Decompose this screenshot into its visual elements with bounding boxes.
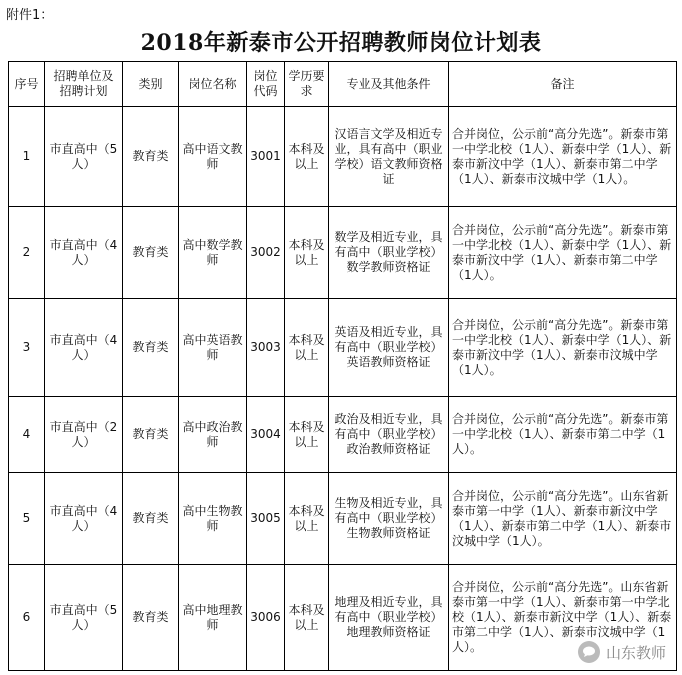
cell-category: 教育类 (123, 565, 179, 671)
cell-remark: 合并岗位，公示前“高分先选”。山东省新泰市第一中学（1人）、新泰市第一中学北校（1人）、新泰市新汶中学（1人）、新泰市第二中学（1人）、新泰市汶城中学（1人）。 (449, 565, 677, 671)
watermark (574, 639, 670, 665)
cell-unit: 市直高中（4人） (45, 207, 123, 299)
cell-position: 高中语文教师 (179, 107, 247, 207)
cell-unit: 市直高中（4人） (45, 473, 123, 565)
cell-no: 5 (9, 473, 45, 565)
cell-remark: 合并岗位，公示前“高分先选”。新泰市第一中学北校（1人）、新泰中学（1人）、新泰市新汶中学（1人）、新泰市汶城中学（1人）。 (449, 299, 677, 397)
header-remark: 备注 (449, 62, 677, 107)
cell-unit: 市直高中（2人） (45, 397, 123, 473)
watermark-text: 山东教师 (605, 643, 666, 662)
header-code: 岗位代码 (247, 62, 285, 107)
table-row (9, 473, 677, 565)
cell-code: 3001 (247, 107, 285, 207)
header-no: 序号 (9, 62, 45, 107)
cell-major: 地理及相近专业，具有高中（职业学校）地理教师资格证 (329, 565, 449, 671)
cell-major: 汉语言文学及相近专业，具有高中（职业学校）语文教师资格证 (329, 107, 449, 207)
cell-education: 本科及以上 (285, 107, 329, 207)
header-position: 岗位名称 (179, 62, 247, 107)
cell-no: 1 (9, 107, 45, 207)
header-category: 类别 (123, 62, 179, 107)
cell-position: 高中英语教师 (179, 299, 247, 397)
chat-bubble-icon (578, 641, 600, 663)
cell-unit: 市直高中（5人） (45, 565, 123, 671)
recruitment-table (8, 61, 677, 671)
cell-category: 教育类 (123, 397, 179, 473)
cell-position: 高中生物教师 (179, 473, 247, 565)
cell-category: 教育类 (123, 473, 179, 565)
cell-code: 3002 (247, 207, 285, 299)
cell-remark: 合并岗位，公示前“高分先选”。山东省新泰市第一中学（1人）、新泰市新汶中学（1人）、新泰市第二中学（1人）、新泰市汶城中学（1人）。 (449, 473, 677, 565)
cell-code: 3005 (247, 473, 285, 565)
cell-remark: 合并岗位，公示前“高分先选”。新泰市第一中学北校（1人）、新泰中学（1人）、新泰市新汶中学（1人）、新泰市第二中学（1人）。 (449, 207, 677, 299)
attachment-label: 附件1： (6, 8, 54, 23)
cell-unit: 市直高中（4人） (45, 299, 123, 397)
cell-no: 4 (9, 397, 45, 473)
cell-major: 生物及相近专业，具有高中（职业学校）生物教师资格证 (329, 473, 449, 565)
cell-remark: 合并岗位，公示前“高分先选”。新泰市第一中学北校（1人）、新泰市第二中学（1人）。 (449, 397, 677, 473)
table-row (9, 299, 677, 397)
cell-remark: 合并岗位，公示前“高分先选”。新泰市第一中学北校（1人）、新泰中学（1人）、新泰市新汶中学（1人）、新泰市第二中学（1人）、新泰市汶城中学（1人）。 (449, 107, 677, 207)
cell-category: 教育类 (123, 107, 179, 207)
cell-position: 高中地理教师 (179, 565, 247, 671)
table-row (9, 397, 677, 473)
cell-major: 英语及相近专业，具有高中（职业学校）英语教师资格证 (329, 299, 449, 397)
cell-major: 政治及相近专业，具有高中（职业学校）政治教师资格证 (329, 397, 449, 473)
cell-position: 高中数学教师 (179, 207, 247, 299)
cell-no: 2 (9, 207, 45, 299)
cell-category: 教育类 (123, 299, 179, 397)
cell-code: 3004 (247, 397, 285, 473)
table-row (9, 107, 677, 207)
cell-position: 高中政治教师 (179, 397, 247, 473)
cell-code: 3006 (247, 565, 285, 671)
cell-category: 教育类 (123, 207, 179, 299)
cell-education: 本科及以上 (285, 207, 329, 299)
table-row (9, 207, 677, 299)
header-major: 专业及其他条件 (329, 62, 449, 107)
cell-education: 本科及以上 (285, 565, 329, 671)
page-title: 2018年新泰市公开招聘教师岗位计划表 (140, 30, 542, 56)
header-unit: 招聘单位及招聘计划 (45, 62, 123, 107)
cell-no: 3 (9, 299, 45, 397)
header-education: 学历要求 (285, 62, 329, 107)
cell-major: 数学及相近专业，具有高中（职业学校）数学教师资格证 (329, 207, 449, 299)
cell-education: 本科及以上 (285, 299, 329, 397)
cell-education: 本科及以上 (285, 397, 329, 473)
cell-no: 6 (9, 565, 45, 671)
cell-code: 3003 (247, 299, 285, 397)
cell-unit: 市直高中（5人） (45, 107, 123, 207)
cell-education: 本科及以上 (285, 473, 329, 565)
table-header-row (9, 62, 677, 107)
